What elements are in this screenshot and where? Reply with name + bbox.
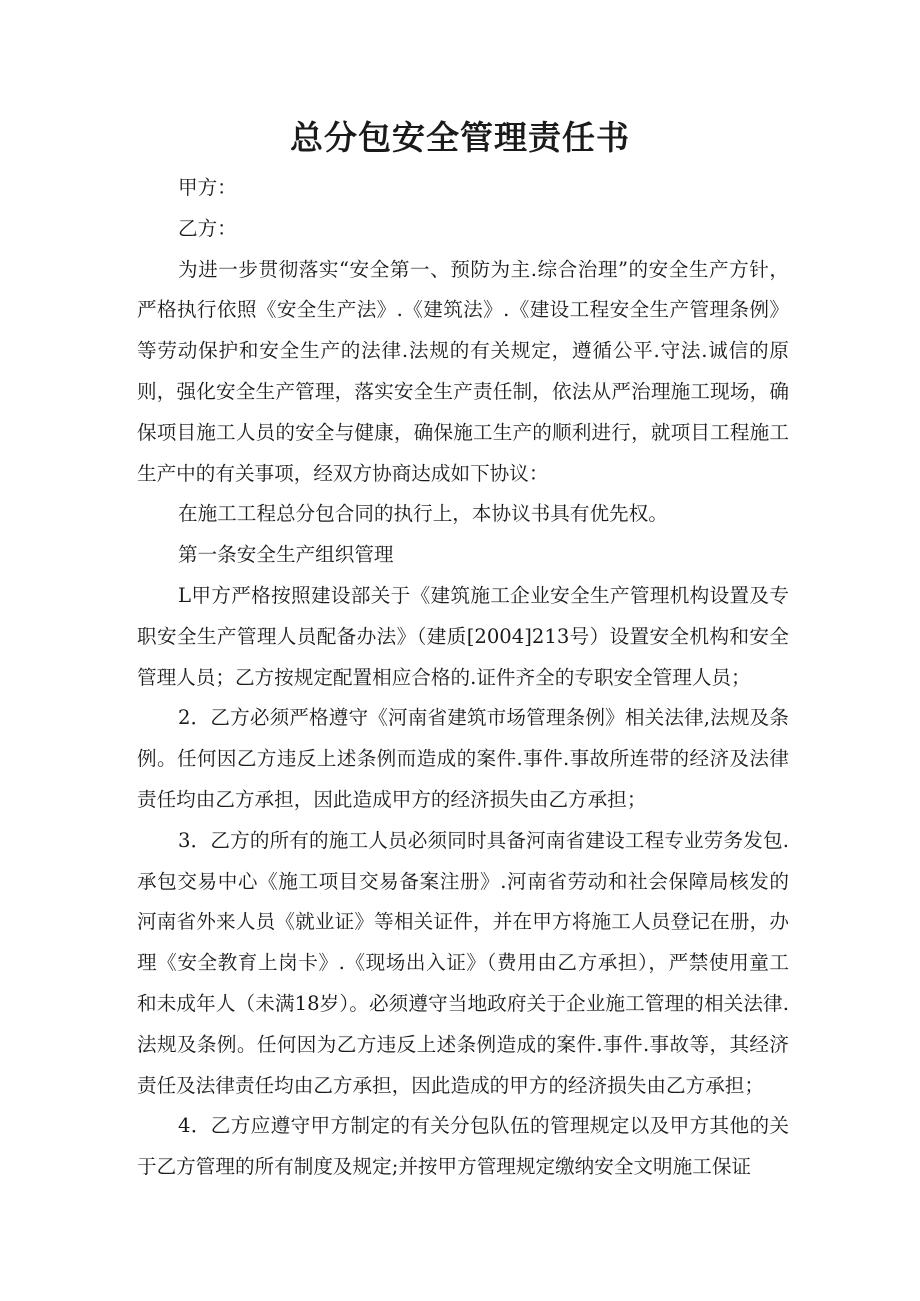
party-a-line: 甲方： [178,176,237,199]
party-b-line: 乙方： [178,216,237,240]
clause-2: 2．乙方必须严格遵守《河南省建筑市场管理条例》相关法律,法规及条例。任何因乙方违反上述条例而造成的案件.事件.事故所连带的经济及法律责任均由乙方承担，因此造成甲方的经济损失由乙方承担； [137,706,789,811]
clause-1: L甲方严格按照建设部关于《建筑施工企业安全生产管理机构设置及专职安全生产管理人员配备办法》（建质[2004]213号）设置安全机构和安全管理人员；乙方按规定配置相应合格的.证件齐全的专职安全管理人员； [137,583,789,689]
clause-4: 4．乙方应遵守甲方制定的有关分包队伍的管理规定以及甲方其他的关于乙方管理的所有制度及规定;并按甲方管理规定缴纳安全文明施工保证 [137,1114,789,1179]
article-heading: 第一条安全生产组织管理 [178,543,394,567]
priority-clause: 在施工工程总分包合同的执行上，本协议书具有优先权。 [178,502,668,526]
clause-3: 3．乙方的所有的施工人员必须同时具备河南省建设工程专业劳务发包.承包交易中心《施工项目交易备案注册》.河南省劳动和社会保障局核发的河南省外来人员《就业证》等相关证件，并在甲方将施工人员登记在册，办理《安全教育上岗卡》.《现场出入证》（费用由乙方承担），严禁使用童工和未成年人（未满18岁）。必须遵守当地政府关于企业施工管理的相关法律.法规及条例。任何因为乙方违反上述条例造成的案件.事件.事故等，其经济责任及法律责任均由乙方承担，因此造成的甲方的经济损失由乙方承担； [137,828,789,1097]
document-body [137,168,789,1188]
preamble-paragraph: 为进一步贯彻落实“安全第一、预防为主.综合治理”的安全生产方针，严格执行依照《安全生产法》.《建筑法》.《建设工程安全生产管理条例》等劳动保护和安全生产的法律.法规的有关规定，遵循公平.守法.诚信的原则，强化安全生产管理，落实安全生产责任制，依法从严治理施工现场，确保项目施工人员的安全与健康，确保施工生产的顺利进行，就项目工程施工生产中的有关事项，经双方协商达成如下协议： [137,257,789,485]
document-title: 总分包安全管理责任书 [290,118,630,157]
